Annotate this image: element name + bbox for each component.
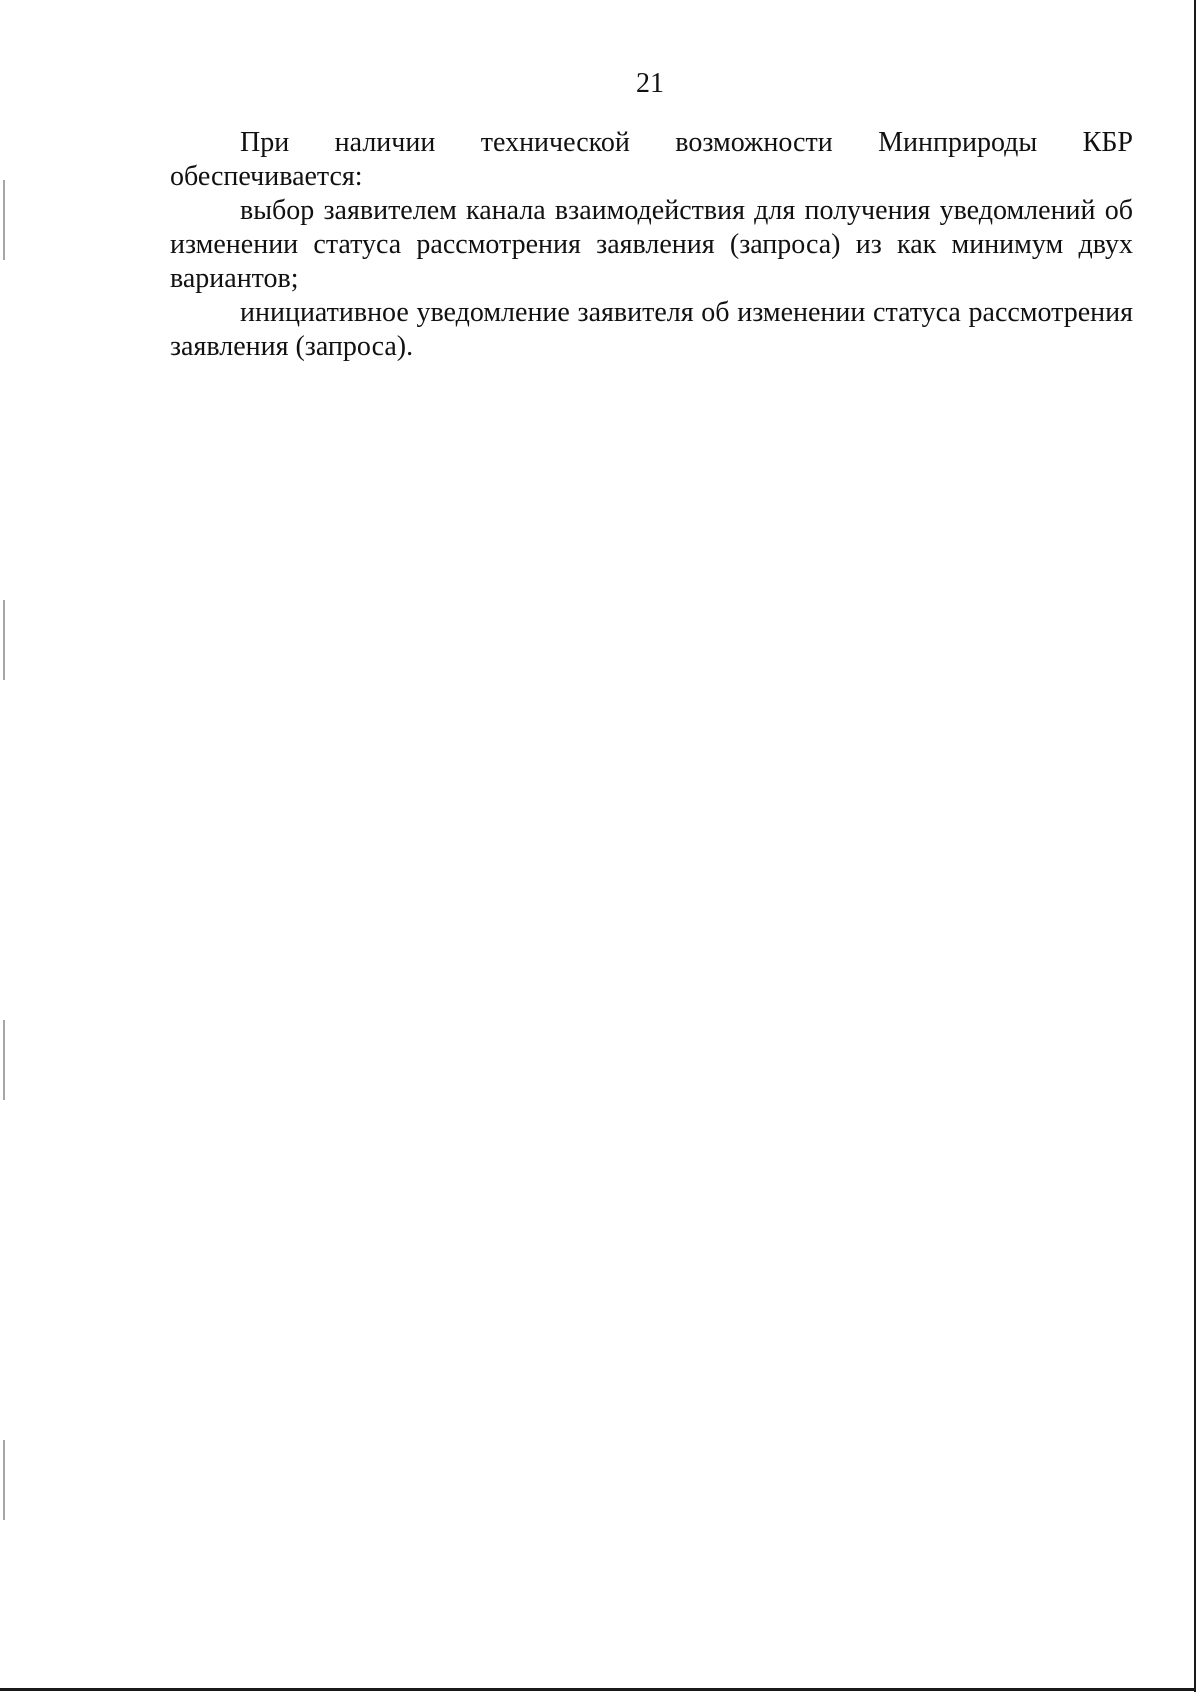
paragraph-technical-possibility: При наличии технической возможности Минприроды КБР обеспечивается: xyxy=(170,127,1133,192)
scan-left-edge xyxy=(3,0,5,1690)
body-text xyxy=(170,126,1133,364)
scan-bottom-edge xyxy=(0,1688,1196,1691)
page-number: 21 xyxy=(636,68,664,99)
paragraph-initiative-notification: инициативное уведомление заявителя об изменении статуса рассмотрения заявления (запроса). xyxy=(170,297,1133,362)
scan-right-edge xyxy=(1194,0,1196,1692)
paragraph-channel-choice: выбор заявителем канала взаимодействия для получения уведомлений об изменении статуса рассмотрения заявления (запроса) из как минимум двух вариантов; xyxy=(170,195,1133,294)
